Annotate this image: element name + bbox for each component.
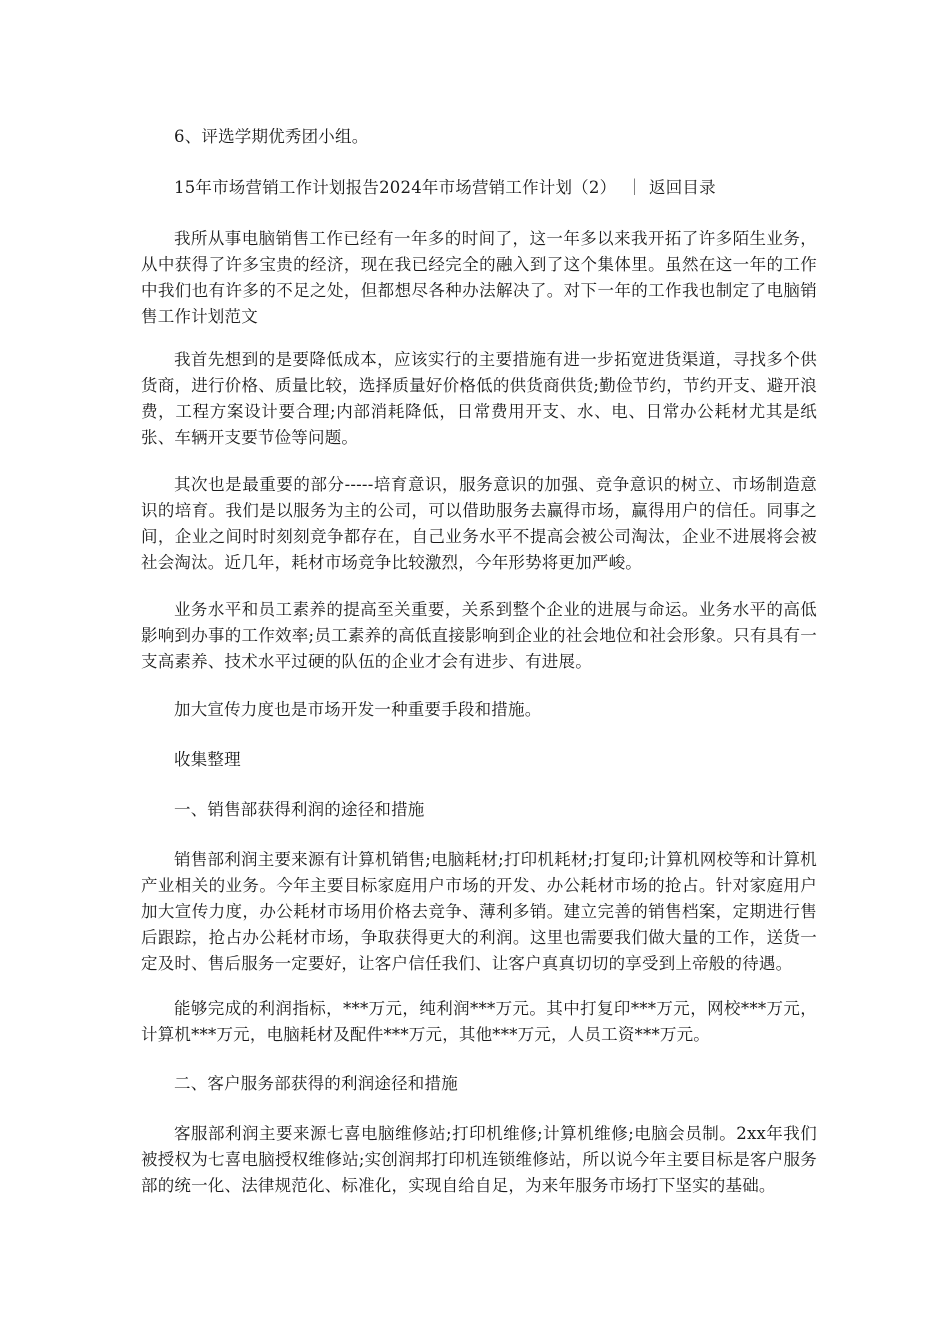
paragraph-collected: 收集整理	[174, 750, 241, 769]
paragraph-cost-reduction: 我首先想到的是要降低成本，应该实行的主要措施有进一步拓宽进货渠道，寻找多个供货商，进行价格、质量比较，选择质量好价格低的供货商供货;勤俭节约，节约开支、避开浪费，工程方案设计要合理;内部消耗降低，日常费用开支、水、电、日常办公耗材尤其是纸张、车辆开支要节俭等问题。	[141, 350, 817, 447]
paragraph-service-profit: 客服部利润主要来源七喜电脑维修站;打印机维修;计算机维修;电脑会员制。2xx年我们被授权为七喜电脑授权维修站;实创润邦打印机连锁维修站，所以说今年主要目标是客户服务部的统一化、法律规范化、标准化，实现自给自足，为来年服务市场打下坚实的基础。	[141, 1124, 817, 1195]
list-item-6: 6、评选学期优秀团小组。	[174, 127, 369, 146]
paragraph-sales-profit: 销售部利润主要来源有计算机销售;电脑耗材;打印机耗材;打复印;计算机网校等和计算机产业相关的业务。今年主要目标家庭用户市场的开发、办公耗材市场的抢占。针对家庭用户加大宣传力度，办公耗材市场用价格去竞争、薄利多销。建立完善的销售档案，定期进行售后跟踪，抢占办公耗材市场，争取获得更大的利润。这里也需要我们做大量的工作，送货一定及时、售后服务一定要好，让客户信任我们、让客户真真切切的享受到上帝般的待遇。	[141, 850, 817, 973]
paragraph-promotion: 加大宣传力度也是市场开发一种重要手段和措施。	[174, 700, 542, 719]
paragraph-staff-quality: 业务水平和员工素养的提高至关重要，关系到整个企业的进展与命运。业务水平的高低影响到办事的工作效率;员工素养的高低直接影响到企业的社会地位和社会形象。只有具有一支高素养、技术水平过硬的队伍的企业才会有进步、有进展。	[141, 600, 817, 671]
nav-separator: ｜	[626, 178, 643, 197]
section-heading-nav	[141, 175, 817, 201]
paragraph-profit-targets: 能够完成的利润指标，***万元，纯利润***万元。其中打复印***万元，网校***万元，计算机***万元，电脑耗材及配件***万元，其他***万元，人员工资***万元。	[141, 999, 817, 1044]
section-title: 15年市场营销工作计划报告2024年市场营销工作计划（2）	[174, 178, 617, 197]
section-heading-sales: 一、销售部获得利润的途径和措施	[174, 800, 425, 819]
back-to-toc-link[interactable]: 返回目录	[649, 178, 716, 197]
paragraph-intro: 我所从事电脑销售工作已经有一年多的时间了，这一年多以来我开拓了许多陌生业务，从中获得了许多宝贵的经济，现在我已经完全的融入到了这个集体里。虽然在这一年的工作中我们也有许多的不足之处，但都想尽各种办法解决了。对下一年的工作我也制定了电脑销售工作计划范文	[141, 229, 817, 326]
section-heading-service: 二、客户服务部获得的利润途径和措施	[174, 1074, 458, 1093]
paragraph-awareness: 其次也是最重要的部分-----培育意识，服务意识的加强、竞争意识的树立、市场制造意识的培育。我们是以服务为主的公司，可以借助服务去赢得市场，赢得用户的信任。同事之间，企业之间时时刻刻竞争都存在，自己业务水平不提高会被公司淘汰，企业不进展将会被社会淘汰。近几年，耗材市场竞争比较激烈，今年形势将更加严峻。	[141, 475, 817, 572]
